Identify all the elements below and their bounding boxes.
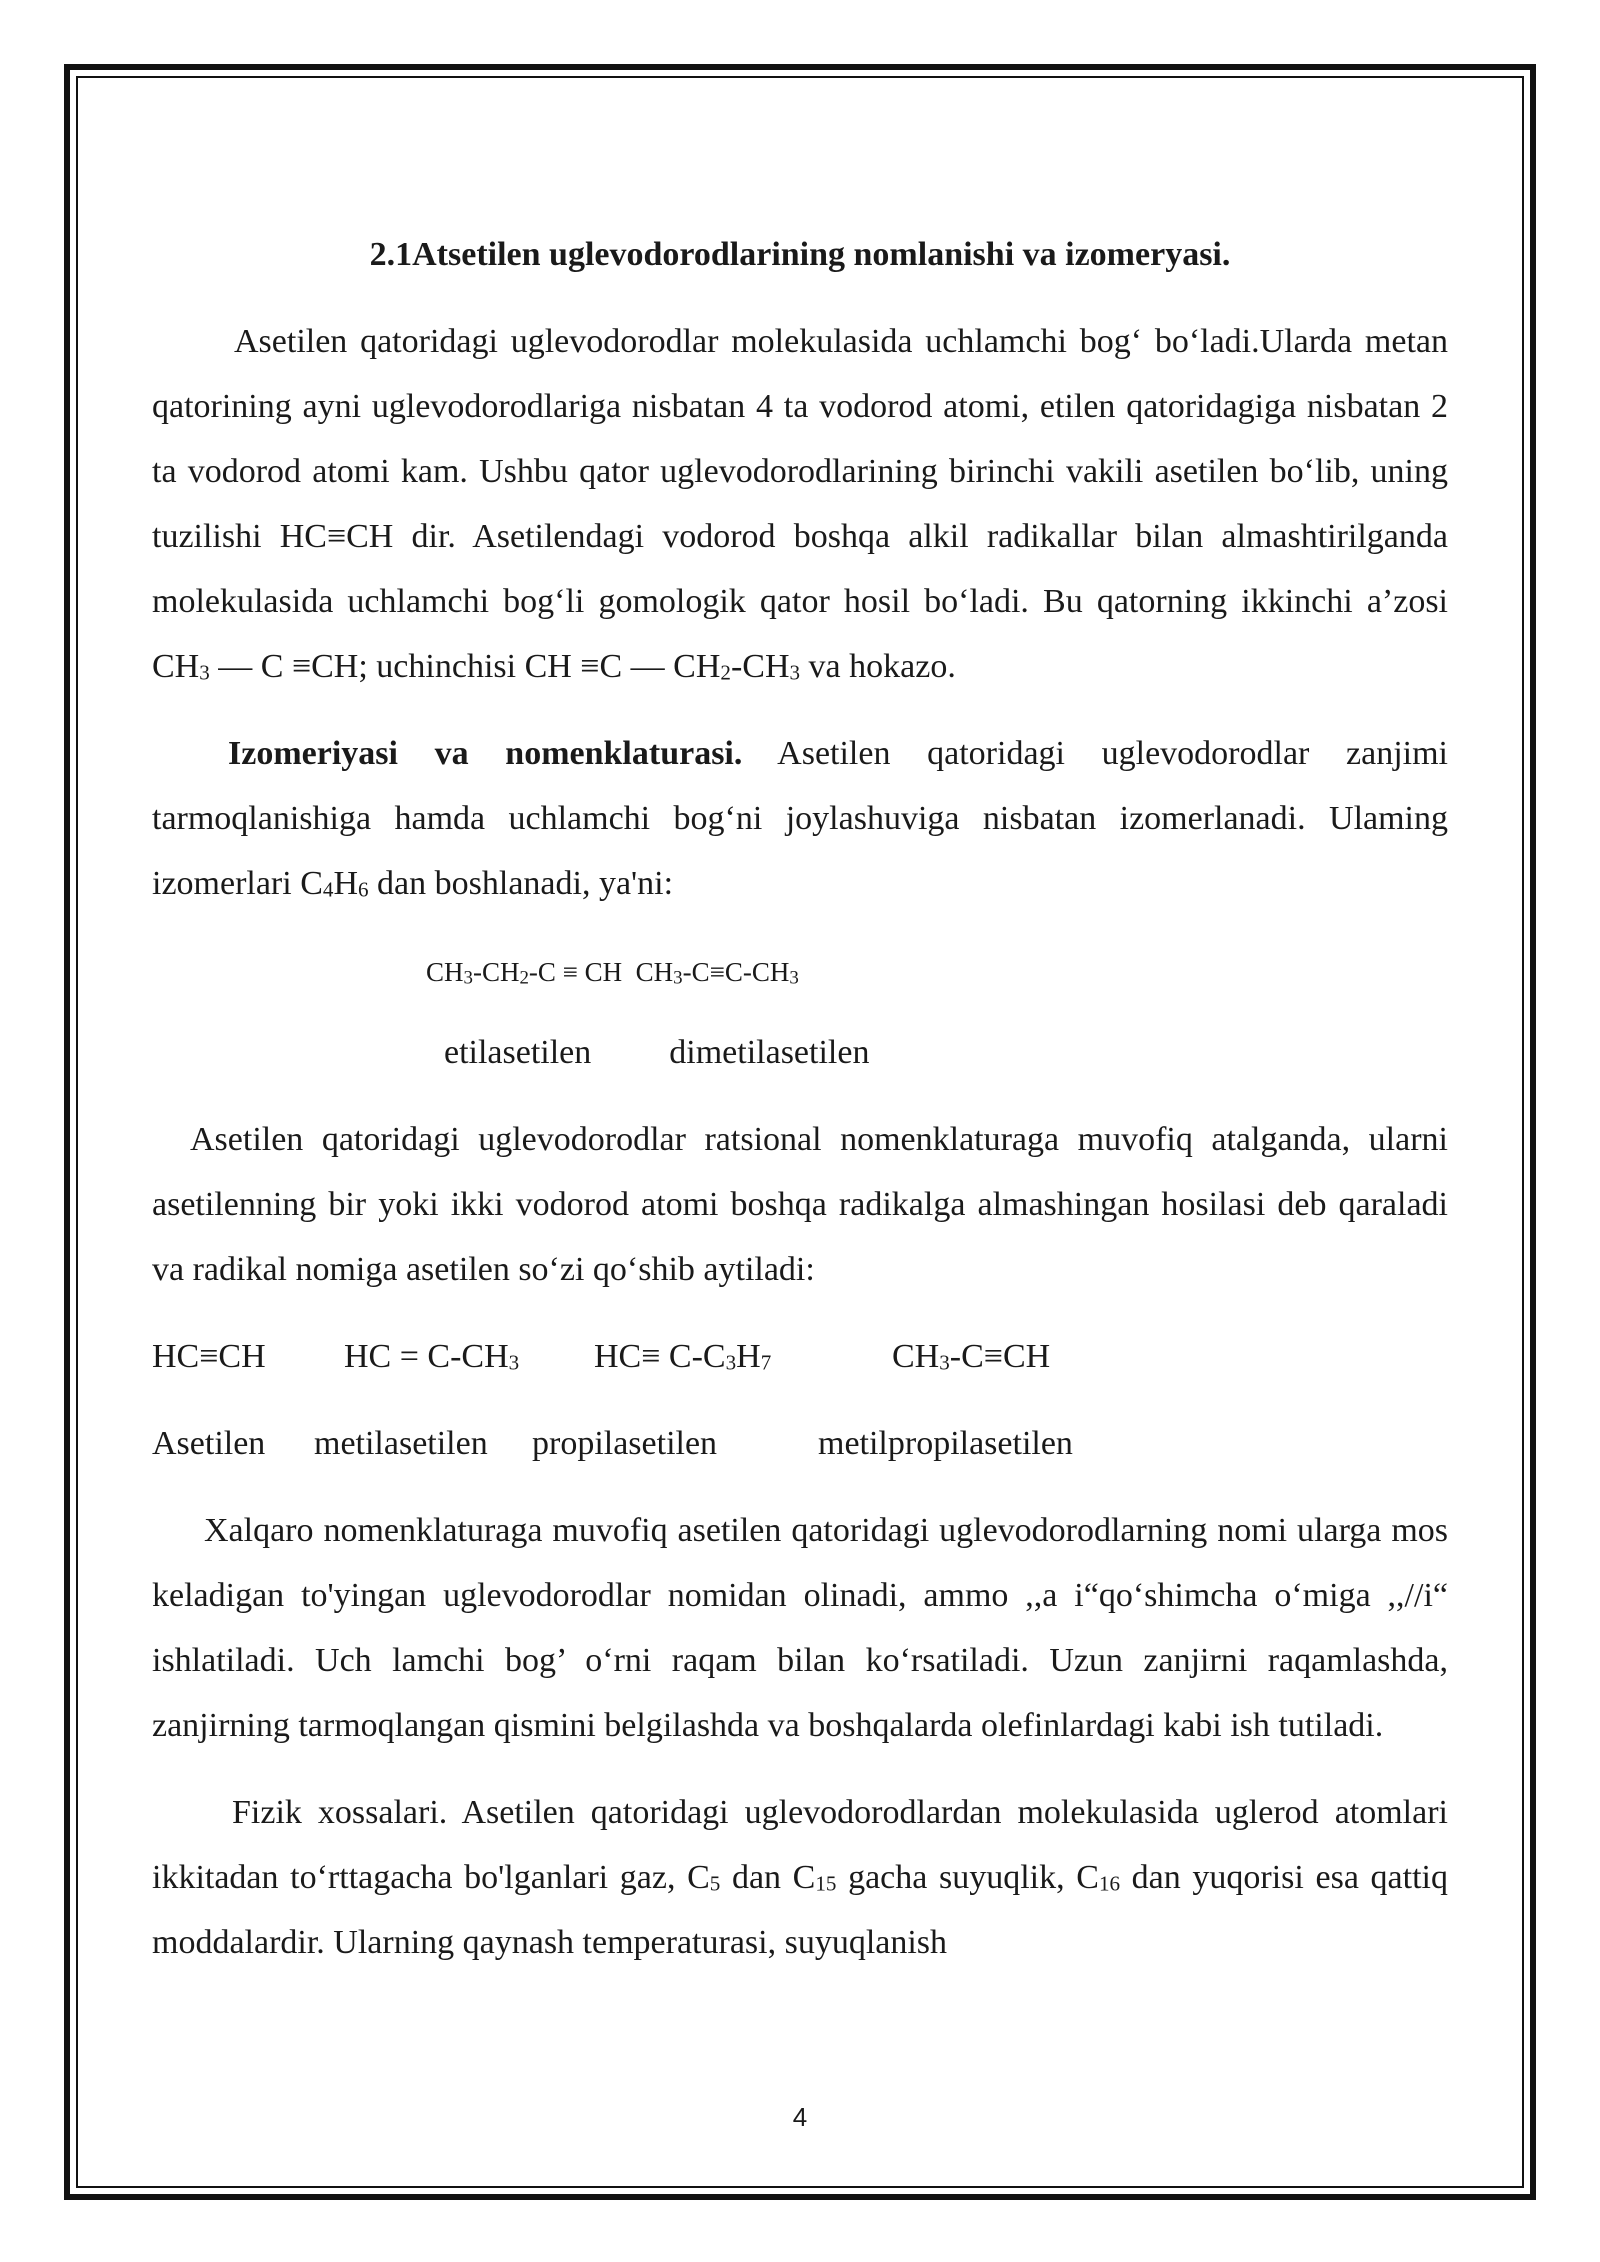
p2-t2: H bbox=[333, 865, 358, 902]
p2-text: Asetilen qatoridagi uglevodorodlar zanjimi tarmoqlanishiga hamda uchlamchi bog‘ni joylashuviga nisbatan izomerlanadi. Ulaming izomerlari C bbox=[152, 735, 1448, 902]
formula-sub: 7 bbox=[760, 1350, 772, 1375]
formula-part: HC≡ C-C bbox=[594, 1338, 726, 1375]
isomer-formula-part: CH bbox=[426, 957, 464, 987]
paragraph-intro bbox=[152, 309, 1448, 699]
p5-sub2: 15 bbox=[815, 1871, 837, 1896]
p1-t4: va hokazo. bbox=[800, 648, 956, 685]
isomer-formula-part: -CH bbox=[472, 957, 520, 987]
formula-part: CH bbox=[892, 1338, 940, 1375]
p2-t3: dan boshlanadi, ya'ni: bbox=[368, 865, 674, 902]
names-row bbox=[152, 1411, 1448, 1476]
p2-sub1: 4 bbox=[322, 877, 334, 902]
isomer-name-etilasetilen: etilasetilen bbox=[444, 1034, 592, 1071]
p2-sub2: 6 bbox=[358, 877, 369, 902]
p2-bold: Izomeriyasi va nomenklaturasi. bbox=[228, 735, 743, 772]
formulas-row bbox=[152, 1324, 1448, 1389]
paragraph-rational-nomenclature: Asetilen qatoridagi uglevodorodlar ratsional nomenklaturaga muvofiq atalganda, ularni asetilenning bir yoki ikki vodorod atomi boshqa radikalga almashingan hosilasi deb qaraladi va radikal nomiga asetilen so‘zi qo‘shib aytiladi: bbox=[152, 1121, 1448, 1288]
isomer-formula-part: -C≡C-CH bbox=[682, 957, 790, 987]
isomer-names bbox=[444, 1020, 1448, 1085]
document-body bbox=[152, 222, 1448, 1975]
isomer-formula-sub: 3 bbox=[463, 967, 473, 989]
formula-part: -C≡CH bbox=[949, 1338, 1051, 1375]
name-metilpropilasetilen: metilpropilasetilen bbox=[818, 1425, 1073, 1462]
p1-sub1: 3 bbox=[199, 660, 210, 685]
section-title: 2.1Atsetilen uglevodorodlarining nomlanishi va izomeryasi. bbox=[369, 236, 1231, 273]
formula-acetylene: HC≡CH bbox=[152, 1338, 266, 1375]
paragraph-physical-properties bbox=[152, 1780, 1448, 1975]
p1-text: Asetilen qatoridagi uglevodorodlar molekulasida uchlamchi bog‘ bo‘ladi.Ularda metan qatorining ayni uglevodorodlariga nisbatan 4 ta vodorod atomi, etilen qatoridagiga nisbatan 2 ta vodorod atomi kam. Ushbu qator uglevodorodlarining birinchi vakili asetilen bo‘lib, uning tuzilishi HC≡CH dir. Asetilendagi vodorod boshqa alkil radikallar bilan almashtirilganda molekulasida uchlamchi bog‘li gomologik qator hosil bo‘ladi. Bu qatorning ikkinchi a’zosi CH bbox=[152, 323, 1448, 685]
name-asetilen: Asetilen bbox=[152, 1425, 266, 1462]
formula-sub: 3 bbox=[508, 1350, 520, 1375]
formula-sub: 3 bbox=[725, 1350, 737, 1375]
formula-propylacetylene bbox=[594, 1324, 892, 1389]
p1-sub2: 2 bbox=[720, 660, 731, 685]
formula-part: H bbox=[736, 1338, 761, 1375]
name-propilasetilen: propilasetilen bbox=[532, 1425, 718, 1462]
p5-t4: dan yuqorisi esa qattiq moddalardir. Ularning qaynash temperaturasi, suyuqlanish bbox=[152, 1859, 1448, 1961]
p5-sub3: 16 bbox=[1098, 1871, 1121, 1896]
isomer-formula-sub: 2 bbox=[519, 967, 529, 989]
isomer-formula-part: -C ≡ CH CH bbox=[528, 957, 674, 987]
p5-sub1: 5 bbox=[709, 1871, 721, 1896]
isomer-name-dimetilasetilen: dimetilasetilen bbox=[669, 1034, 870, 1071]
isomer-formula-sub: 3 bbox=[789, 967, 799, 989]
paragraph-isomerism bbox=[152, 721, 1448, 916]
paragraph-international-nomenclature: Xalqaro nomenklaturaga muvofiq asetilen qatoridagi uglevodorodlarning nomi ularga mos keladigan to'yingan uglevodorodlar nomidan olinadi, ammo ,,a i“qo‘shimcha o‘miga ,,//i“ ishlatiladi. Uch lamchi bog’ o‘rni raqam bilan ko‘rsatiladi. Uzun zanjirni raqamlashda, zanjirning tarmoqlangan qismini belgilashda va boshqalarda olefinlardagi kabi ish tutiladi. bbox=[152, 1512, 1448, 1744]
name-metilasetilen: metilasetilen bbox=[314, 1425, 488, 1462]
p5-t3: gacha suyuqlik, C bbox=[836, 1859, 1099, 1896]
formula-methylacetylene bbox=[344, 1324, 594, 1389]
p1-t3: -CH bbox=[730, 648, 790, 685]
formula-methylpropylacetylene bbox=[892, 1324, 1050, 1389]
p5-text: Fizik xossalari. Asetilen qatoridagi uglevodorodlardan molekulasida uglerod atomlari ikkitadan to‘rttagacha bo'lganlari gaz, C bbox=[152, 1794, 1448, 1896]
isomer-formula-sub: 3 bbox=[673, 967, 683, 989]
formula-part: HC = C-CH bbox=[344, 1338, 509, 1375]
p1-sub3: 3 bbox=[789, 660, 801, 685]
formula-sub: 3 bbox=[939, 1350, 950, 1375]
p5-t2: dan C bbox=[720, 1859, 816, 1896]
isomer-formulas bbox=[426, 952, 1448, 992]
page-number: 4 bbox=[792, 2102, 808, 2132]
p1-t2: — C ≡CH; uchinchisi CH ≡C — CH bbox=[209, 648, 721, 685]
